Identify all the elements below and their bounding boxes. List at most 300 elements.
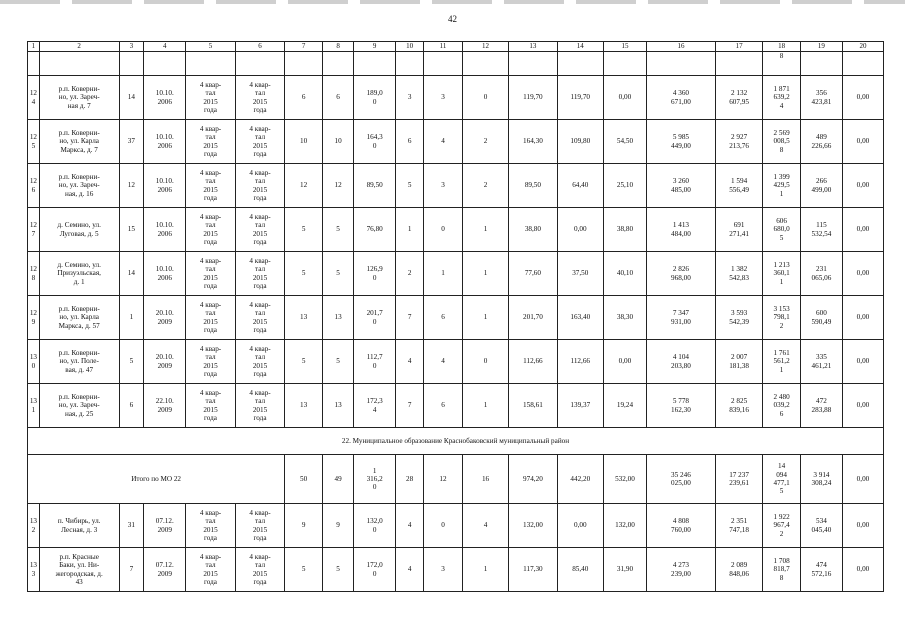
table-cell bbox=[424, 76, 463, 120]
table-cell-text: 4 квар- тал 2015 года bbox=[249, 344, 271, 378]
table-cell-text: 1 413 484,00 bbox=[671, 221, 691, 238]
table-cell-text: 172,0 0 bbox=[366, 561, 383, 578]
table-cell-text: 31 bbox=[127, 521, 135, 530]
table-cell-text: 606 680,0 5 bbox=[773, 217, 790, 242]
table-cell-text: 10.10. 2006 bbox=[155, 89, 174, 106]
table-cell-text: 4 квар- тал 2015 года bbox=[199, 168, 222, 202]
table-cell-text: 13 bbox=[300, 313, 308, 322]
column-number bbox=[354, 42, 396, 52]
table-cell bbox=[28, 164, 40, 208]
address-cell-text: д. Семино, ул. Луговая, д. 5 bbox=[57, 221, 101, 238]
table-cell-text: 0,00 bbox=[856, 269, 870, 278]
column-number-text: 9 bbox=[372, 42, 377, 51]
table-cell-text: 40,10 bbox=[616, 269, 634, 278]
total-cell bbox=[424, 455, 463, 504]
table-cell-text: 2 826 968,00 bbox=[671, 265, 691, 282]
table-cell-text: 0 bbox=[441, 521, 445, 530]
table-cell bbox=[354, 120, 396, 164]
table-cell-text: 112,66 bbox=[570, 357, 591, 366]
table-cell-text: 37 bbox=[127, 137, 135, 146]
table-cell bbox=[424, 120, 463, 164]
table-cell-text: 13 1 bbox=[29, 397, 38, 414]
table-cell-text: 4 квар- тал 2015 года bbox=[199, 508, 222, 542]
column-number-text: 18 bbox=[778, 42, 786, 51]
table-cell-text: 9 bbox=[336, 521, 340, 530]
table-cell bbox=[509, 120, 557, 164]
table-cell bbox=[715, 296, 762, 340]
section-title bbox=[28, 428, 884, 455]
table-cell bbox=[603, 296, 646, 340]
table-cell bbox=[354, 164, 396, 208]
address-cell bbox=[39, 164, 119, 208]
column-number-text: 1 bbox=[31, 42, 36, 51]
table-cell-text: 109,80 bbox=[570, 137, 591, 146]
table-cell bbox=[285, 340, 323, 384]
table-cell bbox=[646, 208, 715, 252]
table-cell bbox=[424, 548, 463, 592]
table-cell-text: 85,40 bbox=[572, 565, 589, 574]
carry-cell bbox=[354, 52, 396, 76]
table-cell bbox=[842, 76, 883, 120]
table-cell bbox=[396, 252, 424, 296]
table-cell bbox=[322, 252, 353, 296]
table-cell-text: 13 bbox=[334, 401, 342, 410]
table-cell-text: 4 bbox=[407, 357, 412, 366]
table-cell bbox=[354, 504, 396, 548]
table-cell-text: 12 7 bbox=[29, 221, 38, 238]
table-cell bbox=[144, 120, 186, 164]
table-row bbox=[28, 120, 884, 164]
table-row bbox=[28, 164, 884, 208]
table-cell-text: 13 3 bbox=[29, 561, 38, 578]
table-cell bbox=[424, 296, 463, 340]
table-cell-text: 4 квар- тал 2015 года bbox=[249, 256, 271, 290]
table-cell-text: 201,70 bbox=[523, 313, 543, 322]
total-cell-text: 1 316,2 0 bbox=[366, 466, 383, 492]
table-cell bbox=[119, 208, 144, 252]
table-cell-text: 0,00 bbox=[856, 357, 870, 366]
table-cell-text: 2 089 848,06 bbox=[729, 561, 749, 578]
column-number-text: 3 bbox=[129, 42, 134, 51]
total-cell bbox=[842, 455, 883, 504]
table-cell-text: 164,3 0 bbox=[366, 133, 383, 150]
column-number bbox=[39, 42, 119, 52]
table-cell bbox=[462, 384, 508, 428]
table-cell bbox=[715, 548, 762, 592]
table-row bbox=[28, 76, 884, 120]
table-cell bbox=[144, 164, 186, 208]
table-cell bbox=[285, 548, 323, 592]
table-cell bbox=[557, 164, 603, 208]
table-cell bbox=[462, 504, 508, 548]
table-cell-text: 4 квар- тал 2015 года bbox=[199, 124, 222, 158]
table-cell-text: 119,70 bbox=[570, 93, 591, 102]
table-cell bbox=[842, 340, 883, 384]
table-cell-text: 1 bbox=[129, 313, 134, 322]
total-cell-text: 974,20 bbox=[523, 474, 543, 483]
table-cell bbox=[603, 340, 646, 384]
column-number bbox=[557, 42, 603, 52]
table-cell bbox=[144, 296, 186, 340]
table-cell bbox=[235, 384, 285, 428]
table-cell bbox=[646, 340, 715, 384]
table-cell bbox=[235, 164, 285, 208]
table-cell bbox=[842, 504, 883, 548]
table-cell bbox=[509, 252, 557, 296]
table-cell-text: 2 bbox=[407, 269, 412, 278]
total-cell bbox=[800, 455, 842, 504]
table-cell-text: 4 360 671,00 bbox=[671, 89, 691, 106]
table-cell-text: 10 bbox=[334, 137, 342, 146]
total-cell bbox=[603, 455, 646, 504]
table-cell bbox=[322, 548, 353, 592]
carry-cell bbox=[39, 52, 119, 76]
table-cell bbox=[235, 548, 285, 592]
table-cell bbox=[396, 384, 424, 428]
table-cell-text: 0,00 bbox=[856, 313, 870, 322]
table-cell-text: 158,61 bbox=[523, 401, 543, 410]
table-cell-text: 4 квар- тал 2015 года bbox=[199, 388, 222, 422]
table-cell-text: 0,00 bbox=[618, 93, 632, 102]
table-cell-text: 38,80 bbox=[524, 225, 541, 234]
table-cell bbox=[800, 340, 842, 384]
table-cell-text: 1 bbox=[407, 225, 412, 234]
table-cell-text: 4 808 760,00 bbox=[671, 517, 691, 534]
table-cell bbox=[119, 120, 144, 164]
table-cell bbox=[424, 384, 463, 428]
table-cell bbox=[763, 296, 801, 340]
table-cell-text: 5 bbox=[336, 357, 340, 366]
address-cell-text: р.п. Коверни- но, ул. Поле- вая, д. 47 bbox=[58, 349, 100, 374]
table-cell-text: 1 bbox=[483, 225, 488, 234]
table-cell-text: 1 bbox=[441, 269, 445, 278]
table-cell bbox=[557, 252, 603, 296]
table-cell-text: 139,37 bbox=[570, 401, 591, 410]
table-cell bbox=[462, 208, 508, 252]
total-cell bbox=[354, 455, 396, 504]
table-cell bbox=[186, 384, 236, 428]
table-cell-text: 474 572,16 bbox=[811, 561, 832, 578]
address-cell bbox=[39, 208, 119, 252]
table-cell-text: 5 bbox=[301, 269, 306, 278]
table-cell-text: 12 4 bbox=[29, 89, 38, 106]
table-row bbox=[28, 208, 884, 252]
table-cell bbox=[557, 340, 603, 384]
table-cell-text: 201,7 0 bbox=[366, 309, 383, 326]
table-cell bbox=[557, 548, 603, 592]
table-cell bbox=[235, 120, 285, 164]
table-cell-text: 2 bbox=[483, 181, 488, 190]
total-cell bbox=[322, 455, 353, 504]
table-cell bbox=[186, 164, 236, 208]
table-cell bbox=[800, 384, 842, 428]
column-number-text: 8 bbox=[336, 42, 340, 51]
table-cell-text: 1 382 542,83 bbox=[729, 265, 749, 282]
carry-cell bbox=[119, 52, 144, 76]
table-cell-text: 4 bbox=[407, 521, 412, 530]
address-cell-text: р.п. Коверни- но, ул. Зареч- ная, д. 25 bbox=[58, 393, 100, 418]
table-cell-text: 10.10. 2006 bbox=[155, 221, 174, 238]
table-cell bbox=[186, 208, 236, 252]
table-cell-text: 12 bbox=[300, 181, 308, 190]
table-cell bbox=[646, 296, 715, 340]
table-cell bbox=[235, 504, 285, 548]
total-cell bbox=[763, 455, 801, 504]
table-cell-text: 2 007 181,38 bbox=[729, 353, 749, 370]
table-cell-text: 64,40 bbox=[572, 181, 589, 190]
table-cell bbox=[186, 296, 236, 340]
table-cell-text: 4 104 203,80 bbox=[671, 353, 691, 370]
table-cell bbox=[763, 76, 801, 120]
table-cell-text: 31,90 bbox=[616, 565, 634, 574]
table-cell bbox=[842, 120, 883, 164]
total-cell-text: 35 246 025,00 bbox=[671, 470, 691, 487]
column-number bbox=[186, 42, 236, 52]
table-cell-text: 189,0 0 bbox=[366, 89, 383, 106]
table-cell-text: 0,00 bbox=[856, 565, 870, 574]
table-cell bbox=[424, 164, 463, 208]
column-number bbox=[763, 42, 801, 52]
table-cell bbox=[763, 120, 801, 164]
table-cell-text: 76,80 bbox=[366, 225, 383, 234]
table-cell bbox=[763, 252, 801, 296]
table-cell-text: 89,50 bbox=[524, 181, 541, 190]
table-cell-text: 4 квар- тал 2015 года bbox=[199, 552, 222, 586]
table-cell bbox=[285, 384, 323, 428]
table-cell-text: 89,50 bbox=[366, 181, 383, 190]
table-cell bbox=[800, 120, 842, 164]
table-cell bbox=[119, 340, 144, 384]
table-cell-text: 10 bbox=[300, 137, 308, 146]
table-cell-text: 2 825 839,16 bbox=[729, 397, 749, 414]
table-cell-text: 0,00 bbox=[856, 401, 870, 410]
table-cell bbox=[396, 340, 424, 384]
address-cell-text: п. Чибирь, ул. Лесная, д. 3 bbox=[57, 517, 101, 534]
table-row bbox=[28, 296, 884, 340]
column-number bbox=[144, 42, 186, 52]
table-cell bbox=[715, 208, 762, 252]
table-cell-text: 1 708 818,7 8 bbox=[773, 557, 790, 582]
column-number bbox=[715, 42, 762, 52]
table-cell bbox=[28, 252, 40, 296]
table-cell bbox=[557, 296, 603, 340]
table-cell bbox=[800, 252, 842, 296]
section-row bbox=[28, 428, 884, 455]
table-cell-text: 132,00 bbox=[615, 521, 635, 530]
carry-cell bbox=[144, 52, 186, 76]
table-cell bbox=[462, 296, 508, 340]
table-cell-text: 0 bbox=[483, 357, 488, 366]
table-cell bbox=[322, 120, 353, 164]
table-cell-text: 4 квар- тал 2015 года bbox=[199, 256, 222, 290]
table-cell-text: 20.10. 2009 bbox=[155, 309, 174, 326]
address-cell bbox=[39, 384, 119, 428]
carry-cell bbox=[285, 52, 323, 76]
table-cell-text: 2 351 747,18 bbox=[729, 517, 749, 534]
table-cell-text: 5 bbox=[336, 225, 340, 234]
table-cell-text: 4 квар- тал 2015 года bbox=[249, 212, 271, 246]
address-cell bbox=[39, 252, 119, 296]
table-cell bbox=[235, 296, 285, 340]
table-cell bbox=[715, 252, 762, 296]
table-cell-text: 163,40 bbox=[570, 313, 591, 322]
total-cell-text: 3 914 308,24 bbox=[811, 470, 832, 487]
table-cell bbox=[800, 76, 842, 120]
table-cell bbox=[763, 504, 801, 548]
table-cell bbox=[119, 252, 144, 296]
table-cell-text: 38,30 bbox=[616, 313, 634, 322]
table-cell bbox=[646, 76, 715, 120]
table-cell bbox=[646, 164, 715, 208]
table-cell bbox=[285, 504, 323, 548]
column-number bbox=[462, 42, 508, 52]
table-cell bbox=[354, 252, 396, 296]
table-cell-text: 115 532,54 bbox=[811, 221, 832, 238]
table-cell-text: 112,7 0 bbox=[366, 353, 383, 370]
table-cell-text: 4 квар- тал 2015 года bbox=[249, 80, 271, 114]
table-cell-text: 4 квар- тал 2015 года bbox=[199, 212, 222, 246]
table-cell bbox=[354, 296, 396, 340]
table-cell-text: 4 bbox=[441, 137, 445, 146]
table-cell-text: 1 871 639,2 4 bbox=[773, 85, 790, 110]
table-cell bbox=[842, 384, 883, 428]
address-cell bbox=[39, 340, 119, 384]
table-cell-text: 22.10. 2009 bbox=[155, 397, 174, 414]
address-cell bbox=[39, 504, 119, 548]
table-cell bbox=[119, 384, 144, 428]
column-number-text: 17 bbox=[735, 42, 743, 51]
column-number bbox=[800, 42, 842, 52]
table-cell-text: 4 bbox=[407, 565, 412, 574]
carry-cell bbox=[396, 52, 424, 76]
table-cell bbox=[842, 252, 883, 296]
table-cell bbox=[186, 252, 236, 296]
table-cell-text: 13 2 bbox=[29, 517, 38, 534]
table-cell-text: 5 bbox=[301, 565, 306, 574]
table-cell-text: 117,30 bbox=[523, 565, 543, 574]
table-cell-text: 600 590,49 bbox=[811, 309, 832, 326]
table-cell bbox=[603, 208, 646, 252]
table-cell bbox=[715, 164, 762, 208]
table-cell bbox=[28, 504, 40, 548]
table-cell bbox=[509, 384, 557, 428]
table-cell-text: 231 065,06 bbox=[811, 265, 832, 282]
table-cell bbox=[800, 164, 842, 208]
table-cell-text: 266 499,00 bbox=[811, 177, 832, 194]
table-cell-text: 4 273 239,00 bbox=[671, 561, 691, 578]
table-cell bbox=[119, 504, 144, 548]
table-cell bbox=[462, 120, 508, 164]
table-cell-text: 5 778 162,30 bbox=[671, 397, 691, 414]
top-scan-strip bbox=[0, 0, 905, 4]
carry-cell bbox=[603, 52, 646, 76]
table-cell-text: 14 bbox=[127, 269, 135, 278]
table-cell bbox=[603, 120, 646, 164]
table-cell-text: 1 bbox=[483, 565, 488, 574]
table-cell-text: 38,80 bbox=[616, 225, 634, 234]
total-cell-text: 17 237 239,61 bbox=[729, 470, 749, 487]
table-cell bbox=[603, 76, 646, 120]
table-cell bbox=[424, 252, 463, 296]
table-cell-text: 0,00 bbox=[618, 357, 632, 366]
table-cell bbox=[509, 504, 557, 548]
table-cell bbox=[763, 164, 801, 208]
table-cell-text: 4 квар- тал 2015 года bbox=[249, 388, 271, 422]
table-cell-text: 5 bbox=[336, 565, 340, 574]
table-cell-text: 13 0 bbox=[29, 353, 38, 370]
carry-cell bbox=[235, 52, 285, 76]
table-cell bbox=[144, 504, 186, 548]
table-row bbox=[28, 252, 884, 296]
table-cell bbox=[462, 340, 508, 384]
table-cell-text: 472 283,88 bbox=[811, 397, 832, 414]
address-cell-text: р.п. Коверни- но, ул. Карла Маркса, д. 57 bbox=[58, 305, 100, 330]
address-cell bbox=[39, 120, 119, 164]
table-cell-text: 2 480 039,2 6 bbox=[773, 393, 790, 418]
table-cell-text: 132,00 bbox=[523, 521, 543, 530]
table-cell-text: 07.12. 2009 bbox=[155, 517, 174, 534]
table-cell-text: 13 bbox=[334, 313, 342, 322]
column-number bbox=[285, 42, 323, 52]
section-title-text: 22. Муниципальное образование Краснобаковский муниципальный район bbox=[341, 436, 570, 445]
table-cell bbox=[354, 76, 396, 120]
table-cell-text: 0,00 bbox=[856, 225, 870, 234]
table-cell-text: 356 423,81 bbox=[811, 89, 832, 106]
table-cell-text: 10.10. 2006 bbox=[155, 133, 174, 150]
table-cell bbox=[800, 296, 842, 340]
address-cell-text: р.п. Красные Баки, ул. Ни- жегородская, д. 43 bbox=[55, 552, 103, 586]
table-cell-text: 2 569 008,5 8 bbox=[773, 129, 790, 154]
table-cell bbox=[396, 208, 424, 252]
total-cell bbox=[462, 455, 508, 504]
carry-cell bbox=[715, 52, 762, 76]
total-cell-text: 49 bbox=[334, 474, 342, 483]
total-cell-text: 12 bbox=[439, 474, 447, 483]
table-cell-text: 4 bbox=[483, 521, 488, 530]
table-cell-text: 77,60 bbox=[524, 269, 541, 278]
table-cell-text: 3 bbox=[441, 93, 445, 102]
table-cell bbox=[509, 76, 557, 120]
column-number-text: 19 bbox=[817, 42, 825, 51]
table-cell bbox=[119, 296, 144, 340]
table-cell bbox=[763, 548, 801, 592]
column-number bbox=[28, 42, 40, 52]
table-cell bbox=[715, 120, 762, 164]
table-cell-text: 1 922 967,4 2 bbox=[773, 513, 790, 538]
table-cell-text: 2 bbox=[483, 137, 488, 146]
table-cell bbox=[144, 340, 186, 384]
carry-cell bbox=[509, 52, 557, 76]
table-cell-text: 4 квар- тал 2015 года bbox=[199, 80, 222, 114]
table-cell bbox=[646, 504, 715, 548]
address-cell bbox=[39, 76, 119, 120]
table-cell-text: 9 bbox=[301, 521, 306, 530]
table-cell-text: 20.10. 2009 bbox=[155, 353, 174, 370]
column-number bbox=[119, 42, 144, 52]
table-cell-text: 12 8 bbox=[29, 265, 38, 282]
total-cell-text: 532,00 bbox=[615, 474, 635, 483]
column-number-text: 5 bbox=[208, 42, 213, 51]
table-cell-text: 25,10 bbox=[616, 181, 634, 190]
table-cell-text: 164,30 bbox=[523, 137, 543, 146]
table-cell-text: 3 260 485,00 bbox=[671, 177, 691, 194]
carry-cell bbox=[557, 52, 603, 76]
table-cell bbox=[509, 340, 557, 384]
table-cell-text: 3 bbox=[441, 565, 445, 574]
table-cell bbox=[322, 340, 353, 384]
table-cell-text: 489 226,66 bbox=[811, 133, 832, 150]
table-cell bbox=[28, 76, 40, 120]
